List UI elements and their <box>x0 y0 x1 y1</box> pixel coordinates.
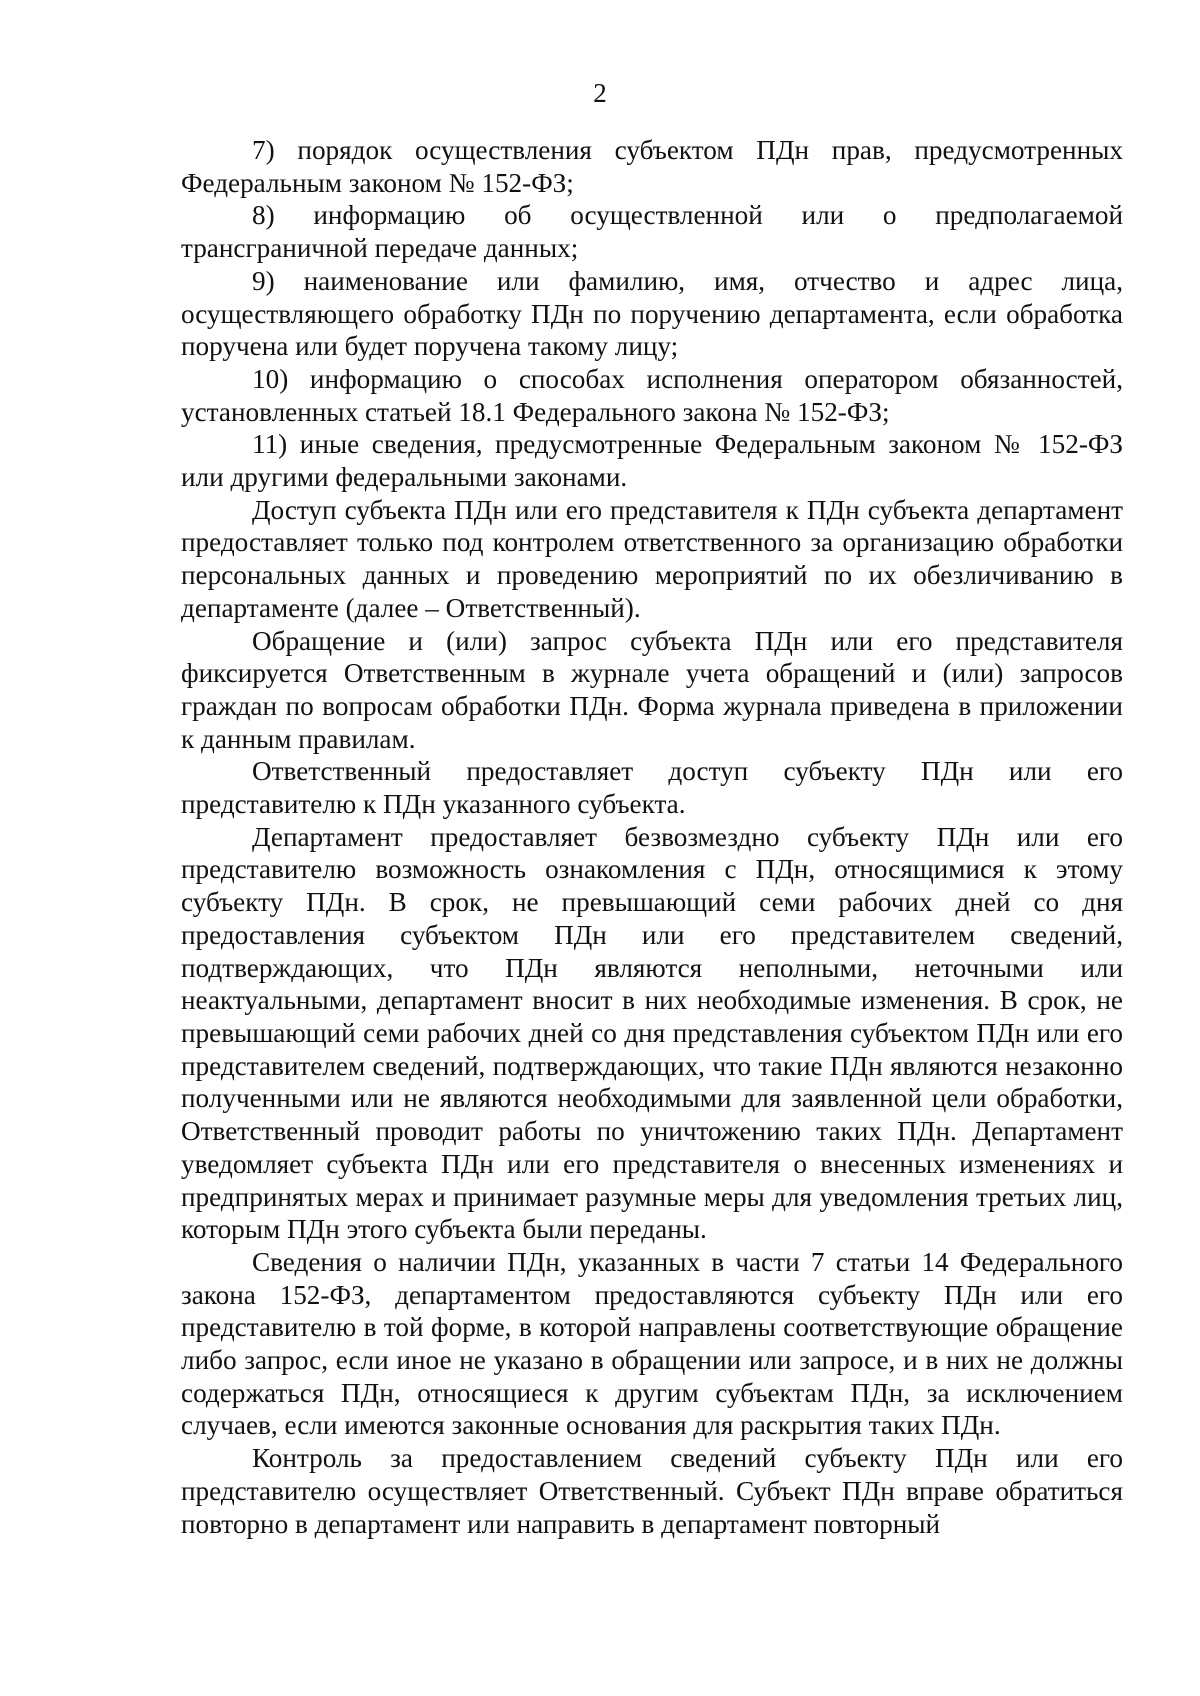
paragraph-free-review: Департамент предоставляет безвозмездно субъекту ПДн или его представителю возможность ознакомления с ПДн, относящимися к этому субъекту ПДн. В срок, не превышающий семи рабочих дней со дня предоставления субъектом ПДн или его представителем сведений, подтверждающих, что ПДн являются неполными, неточными или неактуальными, департамент вносит в них необходимые изменения. В срок, не превышающий семи рабочих дней со дня представления субъектом ПДн или его представителем сведений, подтверждающих, что такие ПДн являются незаконно полученными или не являются необходимыми для заявленной цели обработки, Ответственный проводит работы по уничтожению таких ПДн. Департамент уведомляет субъекта ПДн или его представителя о внесенных изменениях и предпринятых мерах и принимает разумные меры для уведомления третьих лиц, которым ПДн этого субъекта были переданы. <box>181 821 1123 1245</box>
paragraph-responsible-access: Ответственный предоставляет доступ субъекту ПДн или его представителю к ПДн указанного субъекта. <box>181 756 1123 820</box>
document-body <box>181 134 1123 1540</box>
paragraph-item-8: 8) информацию об осуществленной или о предполагаемой трансграничной передаче данных; <box>181 200 1123 264</box>
paragraph-access: Доступ субъекта ПДн или его представителя к ПДн субъекта департамент предоставляет только под контролем ответственного за организацию обработки персональных данных и проведению мероприятий по их обезличиванию в департаменте (далее – Ответственный). <box>181 494 1123 623</box>
paragraph-item-9: 9) наименование или фамилию, имя, отчество и адрес лица, осуществляющего обработку ПДн по поручению департамента, если обработка поручена или будет поручена такому лицу; <box>181 265 1123 362</box>
paragraph-item-10: 10) информацию о способах исполнения оператором обязанностей, установленных статьей 18.1 Федерального закона № 152-ФЗ; <box>181 363 1123 427</box>
paragraph-control: Контроль за предоставлением сведений субъекту ПДн или его представителю осуществляет Ответственный. Субъект ПДн вправе обратиться повторно в департамент или направить в департамент повторный <box>181 1443 1123 1539</box>
paragraph-information-form: Сведения о наличии ПДн, указанных в части 7 статьи 14 Федерального закона 152-ФЗ, департаментом предоставляются субъекту ПДн или его представителю в той форме, в которой направлены соответствующие обращение либо запрос, если иное не указано в обращении или запросе, и в них не должны содержаться ПДн, относящиеся к другим субъектам ПДн, за исключением случаев, если имеются законные основания для раскрытия таких ПДн. <box>181 1246 1123 1441</box>
paragraph-item-7: 7) порядок осуществления субъектом ПДн прав, предусмотренных Федеральным законом № 152-ФЗ; <box>181 135 1123 198</box>
page-number: 2 <box>593 78 607 108</box>
paragraph-item-11: 11) иные сведения, предусмотренные Федеральным законом № 152-ФЗ или другими федеральными законами. <box>181 429 1123 493</box>
paragraph-request-registration: Обращение и (или) запрос субъекта ПДн или его представителя фиксируется Ответственным в журнале учета обращений и (или) запросов граждан по вопросам обработки ПДн. Форма журнала приведена в приложении к данным правилам. <box>181 625 1123 754</box>
